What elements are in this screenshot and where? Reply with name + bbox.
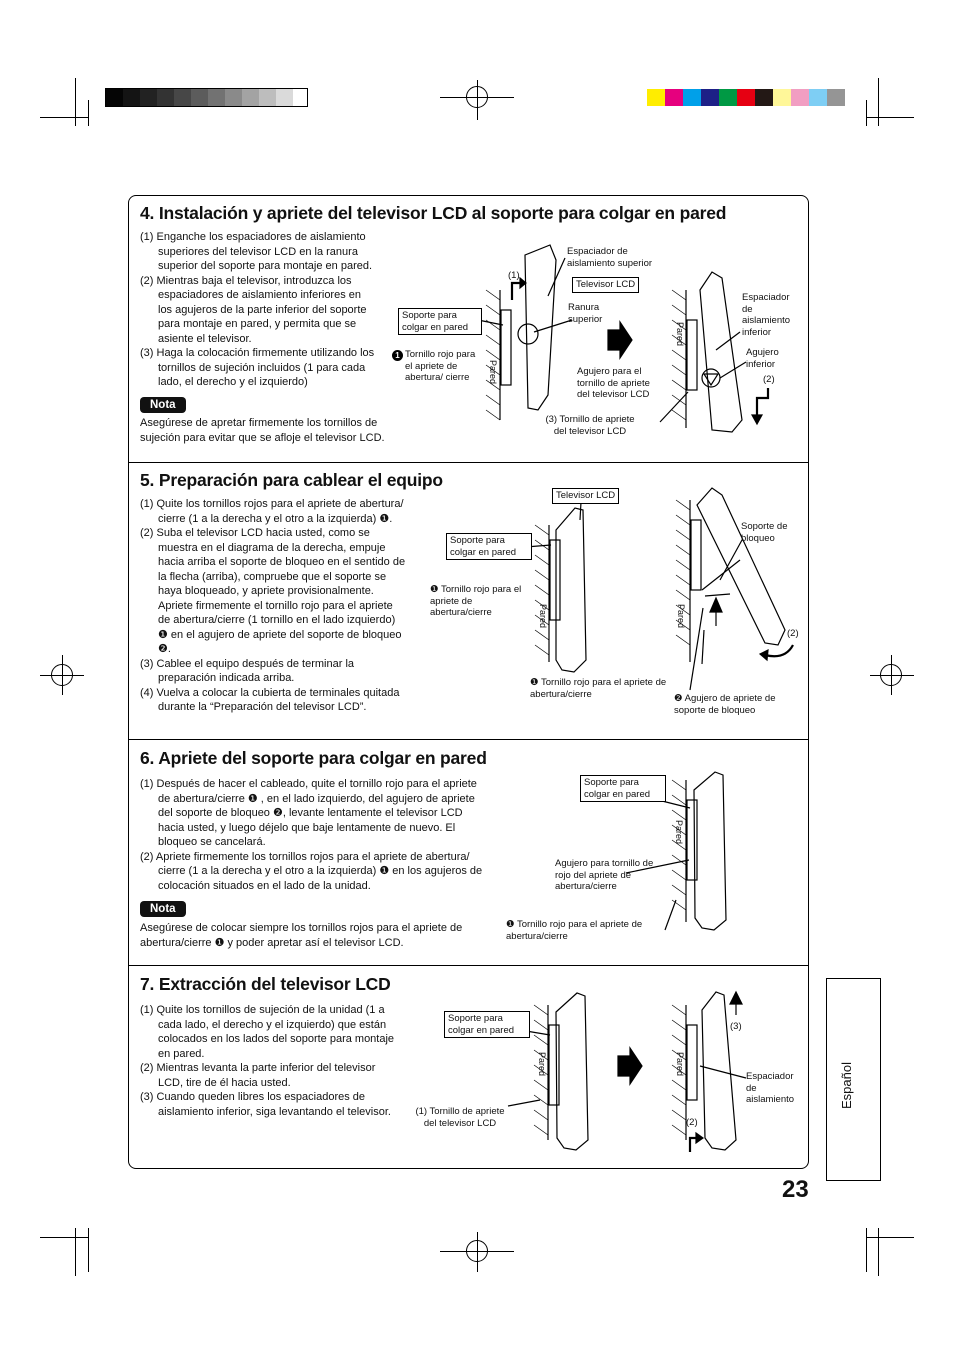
note-badge: Nota — [140, 901, 186, 917]
callout-label: ❶ Tornillo rojo para el apriete de abertura/cierre — [430, 584, 522, 618]
step-item: (1) Después de hacer el cableado, quite el tornillo rojo para el apriete de abertura/cierre ❶ , en el lado izquierdo, del agujero de apriete del soporte de bloqueo ❷, levante lentamente el televisor LCD hacia usted, y luego déjelo que baje lentamente de nuevo. El bloqueo se cancelará. — [140, 778, 477, 848]
wall-label: Pared — [676, 604, 686, 629]
callout-label: Soporte de bloqueo — [741, 521, 788, 544]
callout-label: (2) — [763, 374, 775, 385]
callout-label: (1) Tornillo de apriete del televisor LCD — [415, 1106, 505, 1129]
callout-label: Agujero inferior — [746, 347, 779, 370]
callout-box: Soporte para colgar en pared — [398, 308, 482, 335]
callout-label: ❶ Tornillo rojo para el apriete de abertura/cierre — [506, 919, 643, 942]
wall-label: Pared — [674, 820, 684, 845]
callout-label: Espaciador de aislamiento inferior — [742, 292, 791, 338]
step-item: (3) Cuando queden libres los espaciadores de aislamiento inferior, siga levantando el televisor. — [140, 1091, 391, 1118]
callout-label: Agujero para el tornillo de apriete del televisor LCD — [577, 366, 650, 400]
callout-label: (3) — [730, 1021, 742, 1032]
step-item: (3) Cablee el equipo después de terminar la preparación indicada arriba. — [140, 657, 355, 684]
wall-label: Pared — [675, 1052, 685, 1077]
step-item: (2) Apriete firmemente los tornillos rojos para el apriete de abertura/ cierre (1 a la derecha y el otro a la izquierda) ❶ en los agujeros de colocación situados en el lado de la unidad. — [140, 850, 483, 892]
wall-label: Pared — [538, 604, 548, 629]
callout-label: Tornillo rojo para el apriete de abertura/ cierre — [405, 349, 476, 383]
callout-label: Agujero para tornillo de rojo del apriete de abertura/cierre — [555, 858, 654, 892]
callout-label: (1) — [508, 270, 520, 281]
callout-label: ❷ Agujero de apriete de soporte de bloqueo — [674, 693, 776, 716]
callout-label: (2) — [686, 1117, 698, 1128]
callout-label: Ranura superior — [568, 302, 603, 325]
step-item: (4) Vuelva a colocar la cubierta de terminales quitada durante la “Preparación del televisor LCD”. — [140, 686, 400, 713]
step-item: (2) Mientras baja el televisor, introduzca los espaciadores de aislamiento inferiores en los agujeros de la parte inferior del soporte para montaje en pared, y permita que se asiente el televisor. — [140, 274, 367, 345]
note-badge: Nota — [140, 397, 186, 413]
note-text: Asegúrese de apretar firmemente los tornillos de sujeción para evitar que se afloje el televisor LCD. — [140, 417, 385, 444]
callout-box: Soporte para colgar en pared — [446, 533, 532, 560]
step-item: (1) Quite los tornillos rojos para el apriete de abertura/ cierre (1 a la derecha y el otro a la izquierda) ❶. — [140, 498, 404, 525]
step-item: (3) Haga la colocación firmemente utilizando los tornillos de sujeción incluidos (1 para cada lado, el derecho y el izquierdo) — [140, 347, 375, 388]
section-title: 4. Instalación y apriete del televisor LCD al soporte para colgar en pared — [140, 203, 727, 223]
callout-box: Televisor LCD — [552, 488, 619, 504]
language-label: Español — [839, 1062, 854, 1109]
callout-label: (3) Tornillo de apriete del televisor LCD — [545, 414, 635, 437]
screw-badge: 1 — [392, 349, 403, 361]
callout-label: Espaciador de aislamiento — [746, 1071, 795, 1105]
section-title: 5. Preparación para cablear el equipo — [140, 470, 443, 490]
callout-label: Espaciador de aislamiento superior — [567, 246, 653, 269]
wall-label: Pared — [537, 1052, 547, 1077]
page-number: 23 — [782, 1176, 809, 1203]
callout-label: (2) — [787, 628, 799, 639]
step-item: (2) Suba el televisor LCD hacia usted, como se muestra en el diagrama de la derecha, empuje hacia arriba el soporte de bloqueo en el sentido de la flecha (arriba), compruebe que el soporte se haya bloqueado, y apriete provisionalmente. Apriete firmemente el tornillo rojo para el apriete de abertura/cierre (1 tornillo en el lado izquierdo) ❶ en el agujero de apriete del soporte de bloqueo ❷. — [140, 527, 406, 655]
step-item: (1) Quite los tornillos de sujeción de la unidad (1 a cada lado, el derecho y el izquierdo) que están colocados en los lados del soporte para montaje en pared. — [140, 1004, 395, 1060]
callout-box: Soporte para colgar en pared — [580, 775, 666, 802]
wall-label: Pared — [675, 322, 685, 347]
callout-box: Televisor LCD — [572, 277, 639, 293]
callout-box: Soporte para colgar en pared — [444, 1011, 530, 1038]
wall-label: Pared — [488, 360, 498, 385]
language-tab — [826, 978, 881, 1181]
step-item: (1) Enganche los espaciadores de aislamiento superiores del televisor LCD en la ranura superior del soporte para montaje en pared. — [140, 231, 373, 272]
section-title: 7. Extracción del televisor LCD — [140, 974, 391, 994]
step-item: (2) Mientras levanta la parte inferior del televisor LCD, tire de él hacia usted. — [140, 1062, 376, 1089]
section-title: 6. Apriete del soporte para colgar en pared — [140, 748, 487, 768]
note-text: Asegúrese de colocar siempre los tornillos rojos para el apriete de abertura/cierre ❶ y poder apretar así el televisor LCD. — [140, 922, 463, 949]
callout-label: ❶ Tornillo rojo para el apriete de abertura/cierre — [530, 677, 667, 700]
